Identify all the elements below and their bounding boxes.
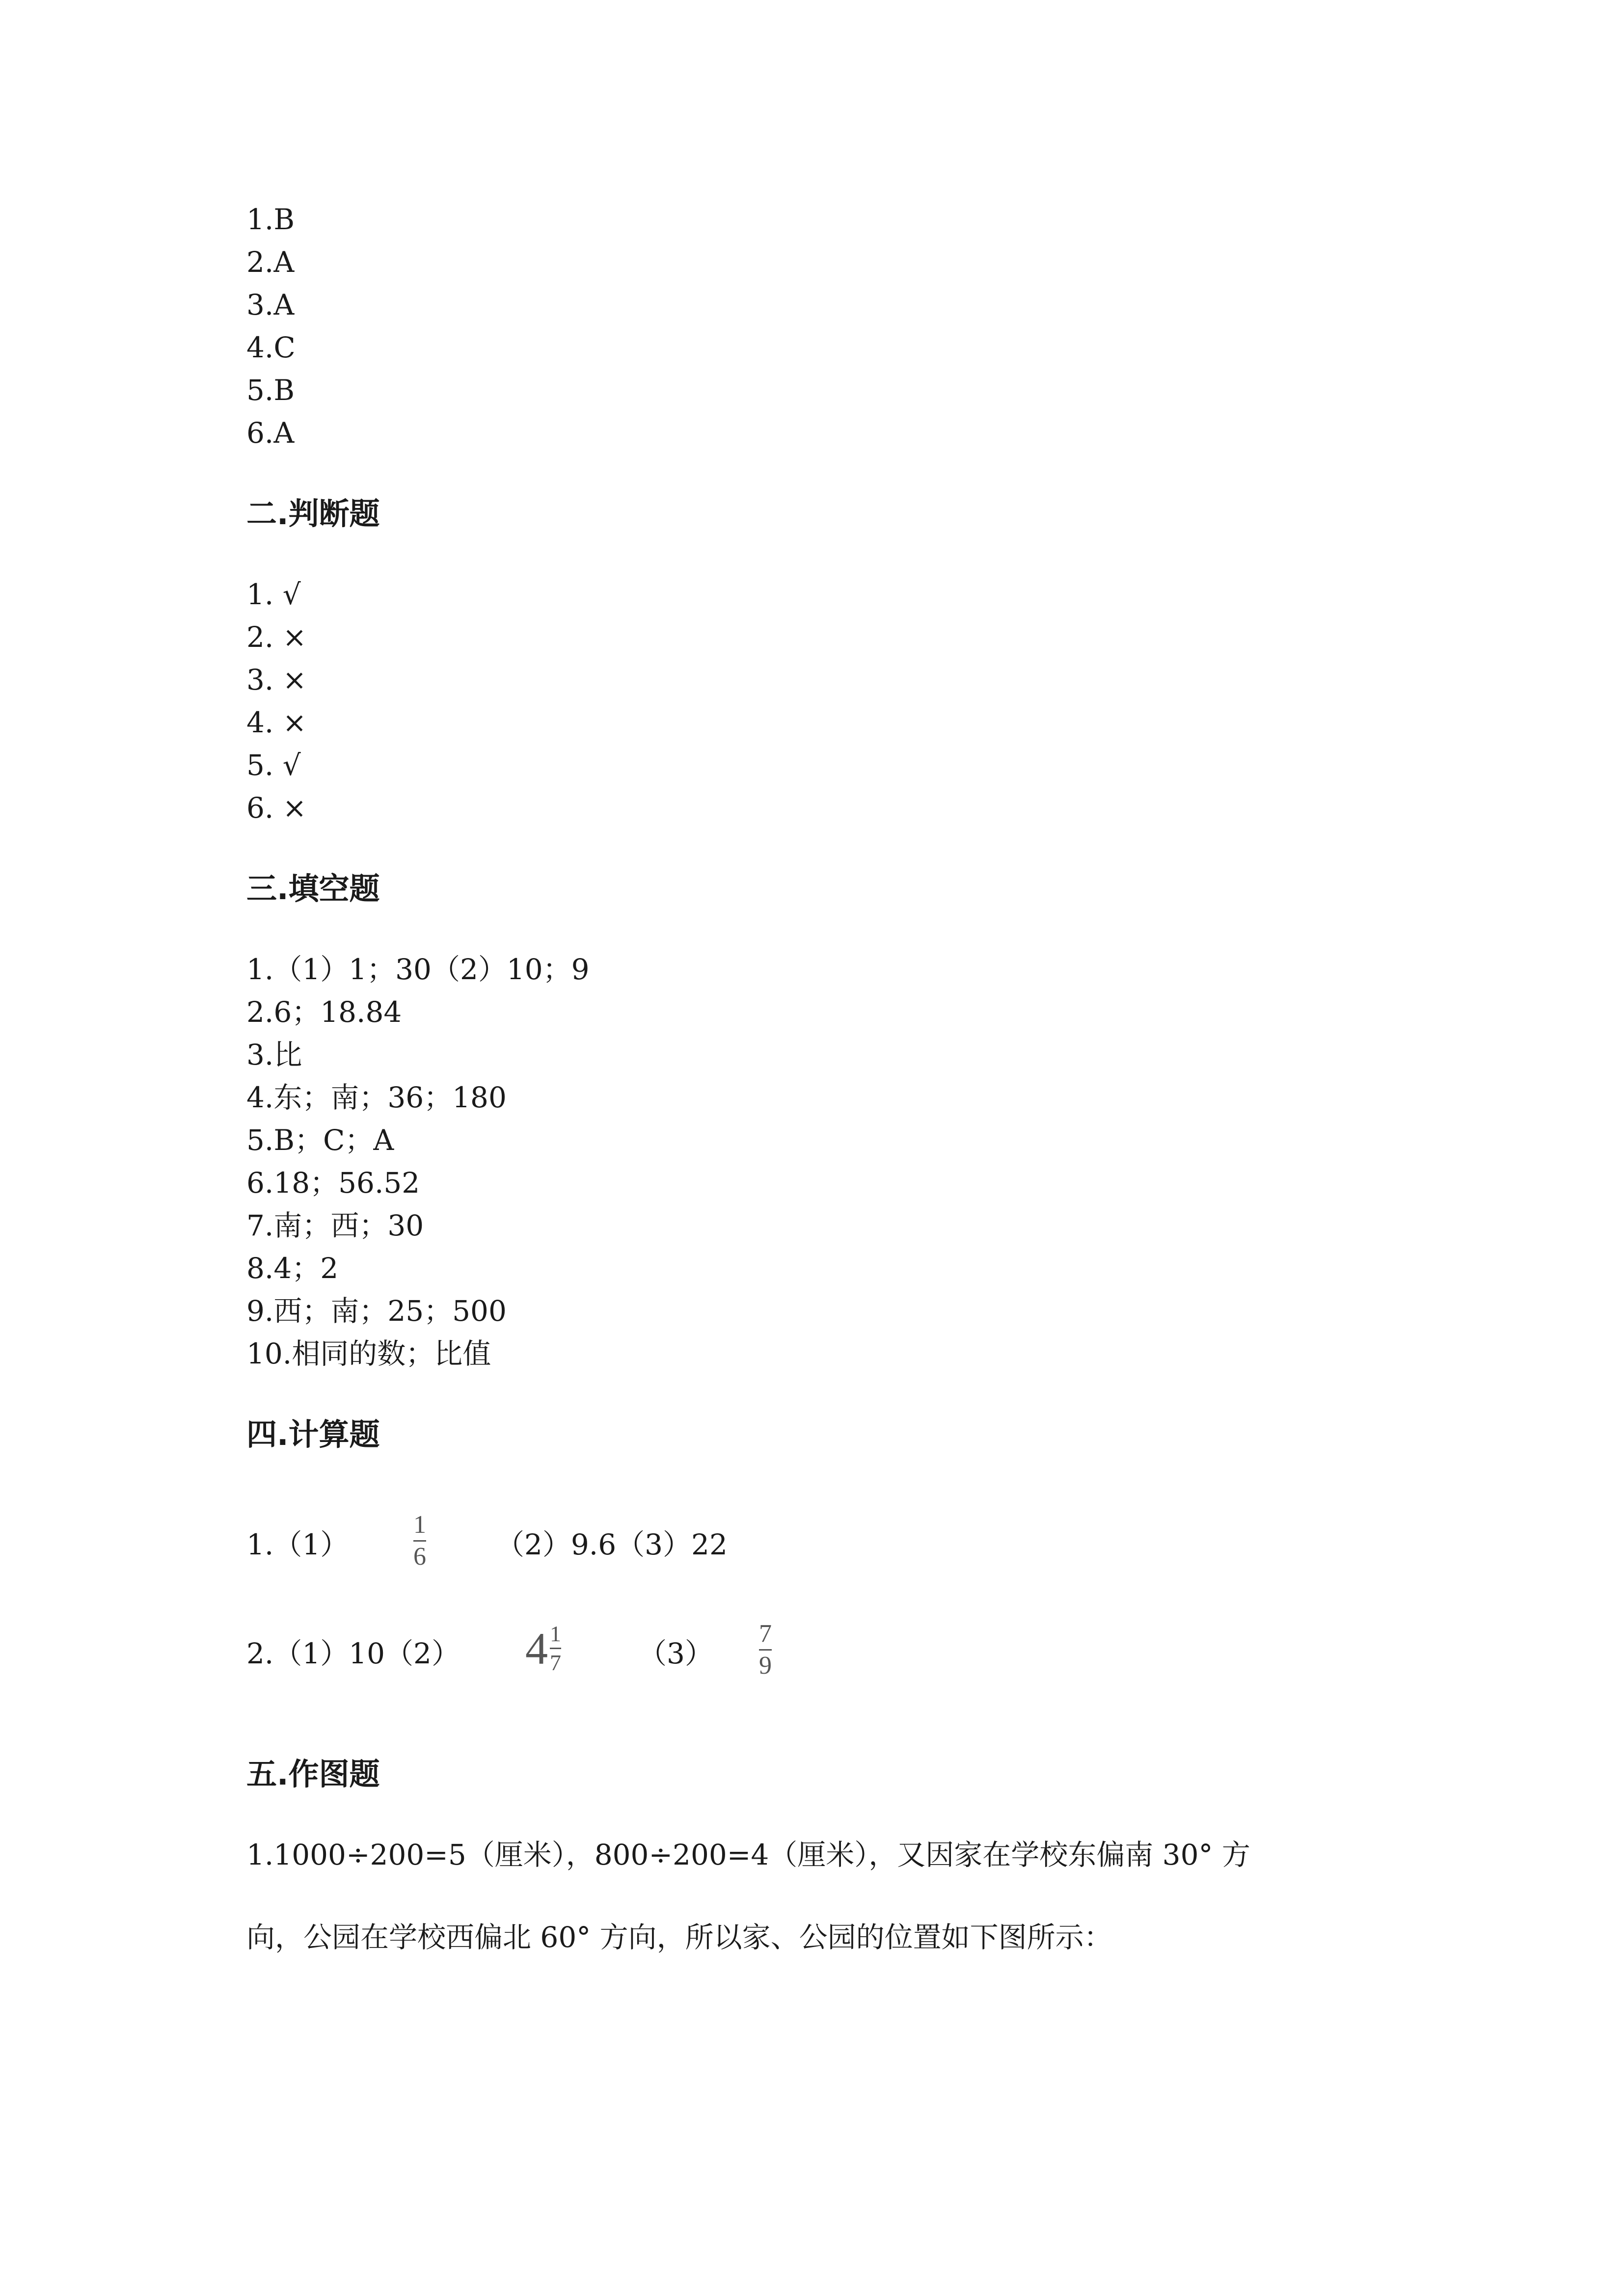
calc-q1-prefix: 1.（1）	[246, 1528, 349, 1561]
judge-answer-2: 2. ×	[246, 620, 307, 654]
calc-q2-mixed-denominator: 7	[550, 1650, 561, 1675]
fill-answer-10: 10.相同的数；比值	[246, 1337, 491, 1370]
choice-answer-1: 1.B	[246, 203, 295, 236]
judge-answer-5: 5. √	[246, 748, 301, 782]
draw-answer-line-1: 1.1000÷200=5（厘米），800÷200=4（厘米），又因家在学校东偏南 30° 方	[246, 1838, 1250, 1871]
fill-answer-3: 3.比	[246, 1038, 302, 1071]
fill-answer-7: 7.南；西；30	[246, 1209, 424, 1242]
section-title-calc: 四.计算题	[246, 1416, 380, 1452]
choice-answer-2: 2.A	[246, 245, 295, 279]
calc-q2-mixed-whole: 4	[525, 1623, 548, 1674]
calc-q2-prefix: 2.（1）10（2）	[246, 1637, 460, 1670]
calc-q1-fraction	[413, 1512, 426, 1570]
fill-answer-5: 5.B；C；A	[246, 1123, 394, 1157]
choice-answer-4: 4.C	[246, 331, 296, 364]
section-title-judge: 二.判断题	[246, 496, 380, 532]
judge-answer-3: 3. ×	[246, 663, 307, 696]
fill-answer-8: 8.4；2	[246, 1252, 339, 1285]
fill-answer-9: 9.西；南；25；500	[246, 1294, 507, 1328]
calc-q1-fraction-denominator: 6	[413, 1543, 426, 1571]
judge-answer-4: 4. ×	[246, 706, 307, 739]
calc-q1-fraction-numerator: 1	[413, 1511, 426, 1539]
fill-answer-4: 4.东；南；36；180	[246, 1081, 507, 1114]
choice-answer-3: 3.A	[246, 288, 295, 321]
calc-q2-fraction-denominator: 9	[759, 1652, 772, 1680]
calc-q2-mixed-fraction	[550, 1622, 561, 1675]
fill-answer-2: 2.6；18.84	[246, 995, 402, 1029]
fraction-bar	[550, 1648, 561, 1649]
fraction-bar	[413, 1540, 426, 1542]
section-title-fill: 三.填空题	[246, 871, 380, 907]
judge-answer-1: 1. √	[246, 578, 301, 611]
calc-q1-suffix: （2）9.6（3）22	[496, 1528, 728, 1561]
choice-answer-6: 6.A	[246, 416, 295, 450]
fraction-bar	[759, 1649, 772, 1651]
calc-q2-mixed-numerator: 1	[550, 1621, 561, 1646]
calc-q2-fraction-numerator: 7	[759, 1620, 772, 1648]
calc-q2-mixed-number	[525, 1622, 561, 1675]
fill-answer-6: 6.18；56.52	[246, 1166, 420, 1200]
choice-answer-5: 5.B	[246, 374, 295, 407]
section-title-draw: 五.作图题	[246, 1756, 380, 1792]
calc-q2-fraction	[759, 1621, 772, 1679]
judge-answer-6: 6. ×	[246, 791, 307, 825]
calc-q2-mid: （3）	[638, 1637, 713, 1670]
draw-answer-line-2: 向，公园在学校西偏北 60° 方向，所以家、公园的位置如下图所示：	[246, 1921, 1112, 1954]
fill-answer-1: 1.（1）1；30（2）10；9	[246, 953, 590, 986]
